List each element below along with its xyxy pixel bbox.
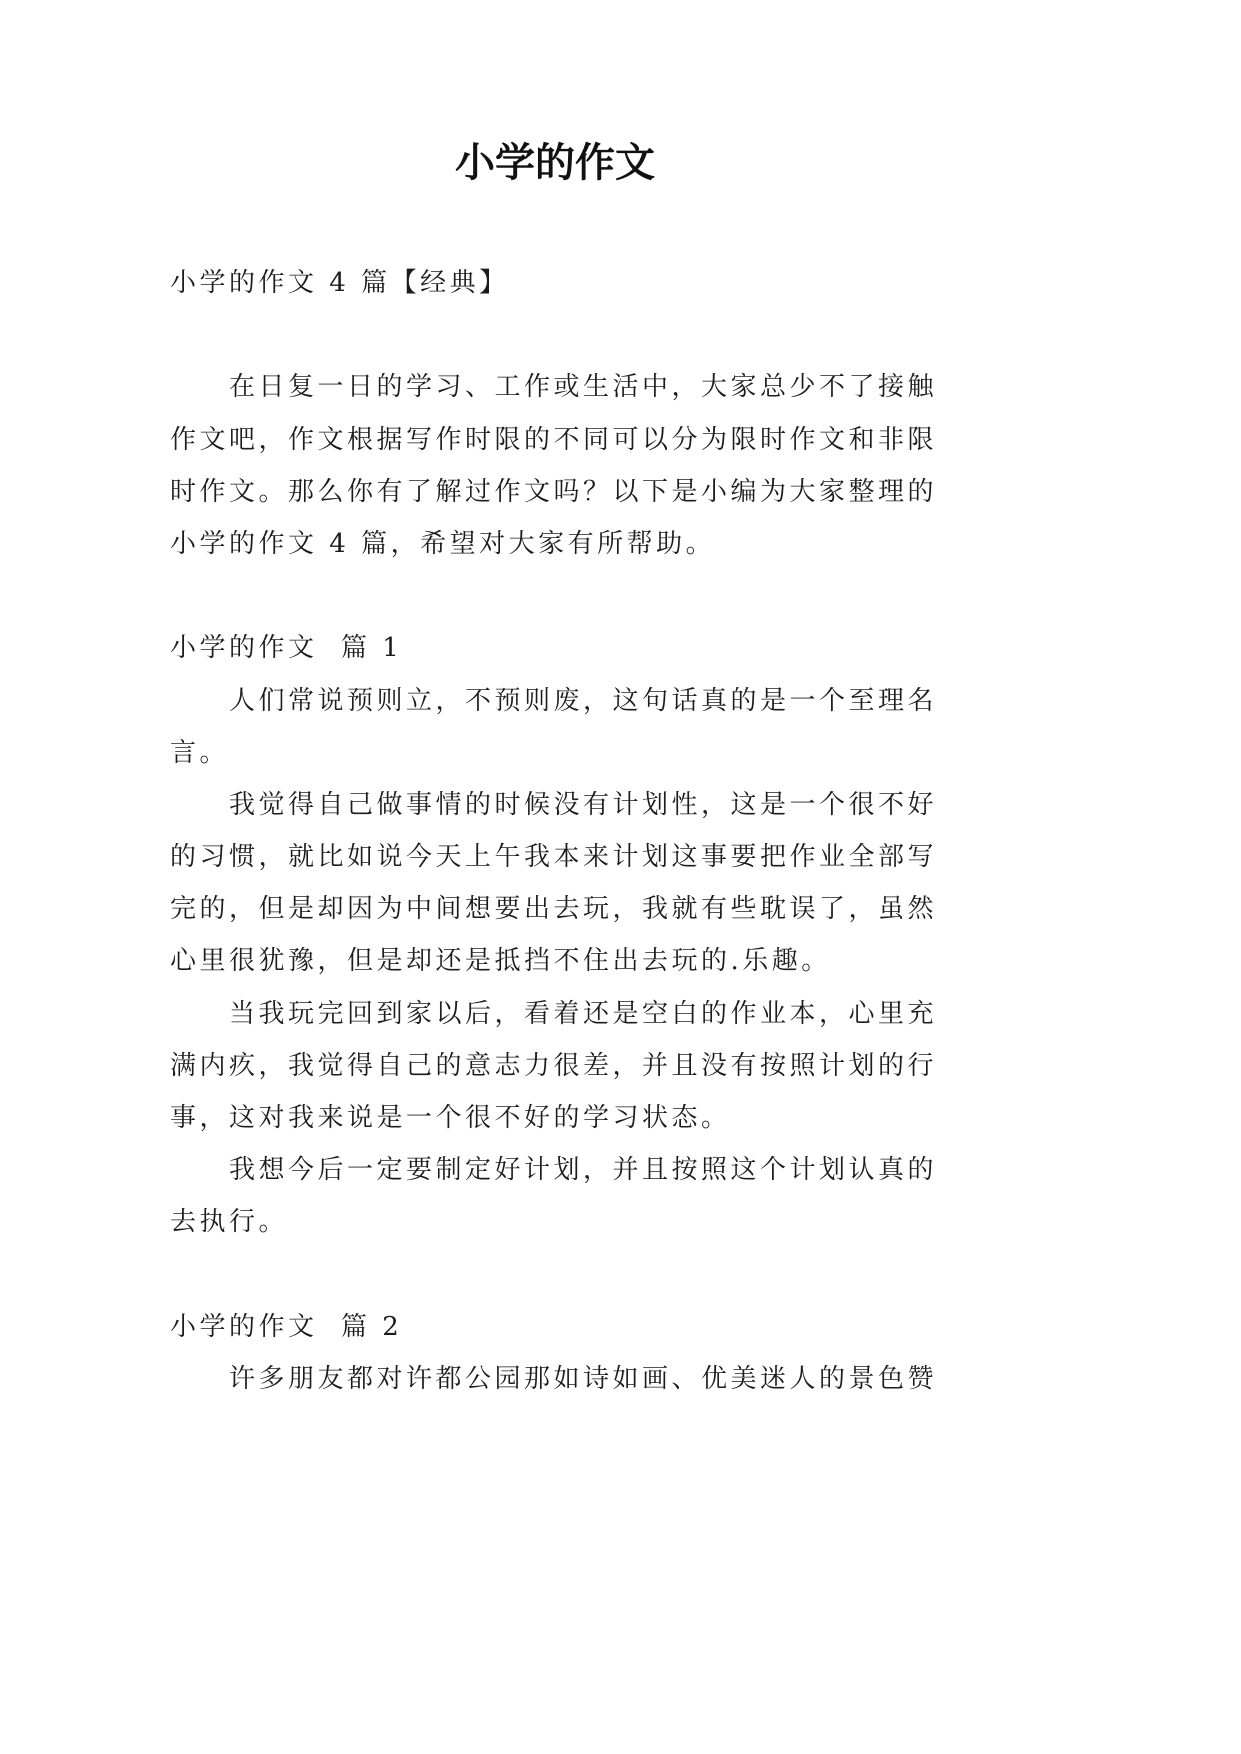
essay-heading: 小学的作文 篇 1 bbox=[170, 633, 403, 664]
essay-paragraph bbox=[170, 675, 960, 779]
intro-paragraph bbox=[170, 361, 960, 570]
paragraph-line: 我觉得自己做事情的时候没有计划性，这是一个很不好 bbox=[229, 789, 938, 820]
paragraph-line: 事，这对我来说是一个很不好的学习状态。 bbox=[170, 1103, 731, 1133]
paragraph-line: 人们常说预则立，不预则废，这句话真的是一个至理名 bbox=[229, 685, 938, 716]
paragraph-line: 小学的作文 4 篇，希望对大家有所帮助。 bbox=[170, 528, 716, 559]
essay-paragraph bbox=[170, 1144, 960, 1248]
paragraph-line: 作文吧，作文根据写作时限的不同可以分为限时作文和非限 bbox=[170, 424, 938, 455]
blank-line bbox=[170, 1249, 960, 1301]
paragraph-line: 完的，但是却因为中间想要出去玩，我就有些耽误了，虽然 bbox=[170, 894, 938, 925]
document-title: 小学的作文 bbox=[455, 139, 655, 186]
essay-paragraph bbox=[170, 1353, 960, 1405]
essay-paragraph bbox=[170, 988, 960, 1145]
blank-line bbox=[170, 570, 960, 622]
paragraph-line: 我想今后一定要制定好计划，并且按照这个计划认真的 bbox=[229, 1155, 938, 1186]
essay-heading: 小学的作文 篇 2 bbox=[170, 1311, 403, 1342]
paragraph-line: 言。 bbox=[170, 737, 230, 768]
paragraph-line: 心里很犹豫，但是却还是抵挡不住出去玩的.乐趣。 bbox=[170, 946, 831, 977]
document-subtitle: 小学的作文 4 篇【经典】 bbox=[170, 268, 509, 298]
paragraph-line: 许多朋友都对许都公园那如诗如画、优美迷人的景色赞 bbox=[229, 1363, 938, 1394]
blank-line bbox=[170, 309, 960, 361]
essay-paragraph bbox=[170, 779, 960, 988]
paragraph-line: 在日复一日的学习、工作或生活中，大家总少不了接触 bbox=[229, 372, 938, 403]
paragraph-line: 满内疚，我觉得自己的意志力很差，并且没有按照计划的行 bbox=[170, 1050, 938, 1081]
paragraph-line: 的习惯，就比如说今天上午我本来计划这事要把作业全部写 bbox=[170, 842, 938, 873]
essay-1 bbox=[170, 622, 960, 1248]
document-body bbox=[170, 257, 960, 1405]
paragraph-line: 当我玩完回到家以后，看着还是空白的作业本，心里充 bbox=[229, 998, 938, 1029]
paragraph-line: 去执行。 bbox=[170, 1207, 289, 1238]
paragraph-line: 时作文。那么你有了解过作文吗？以下是小编为大家整理的 bbox=[170, 476, 938, 507]
essay-2 bbox=[170, 1301, 960, 1405]
